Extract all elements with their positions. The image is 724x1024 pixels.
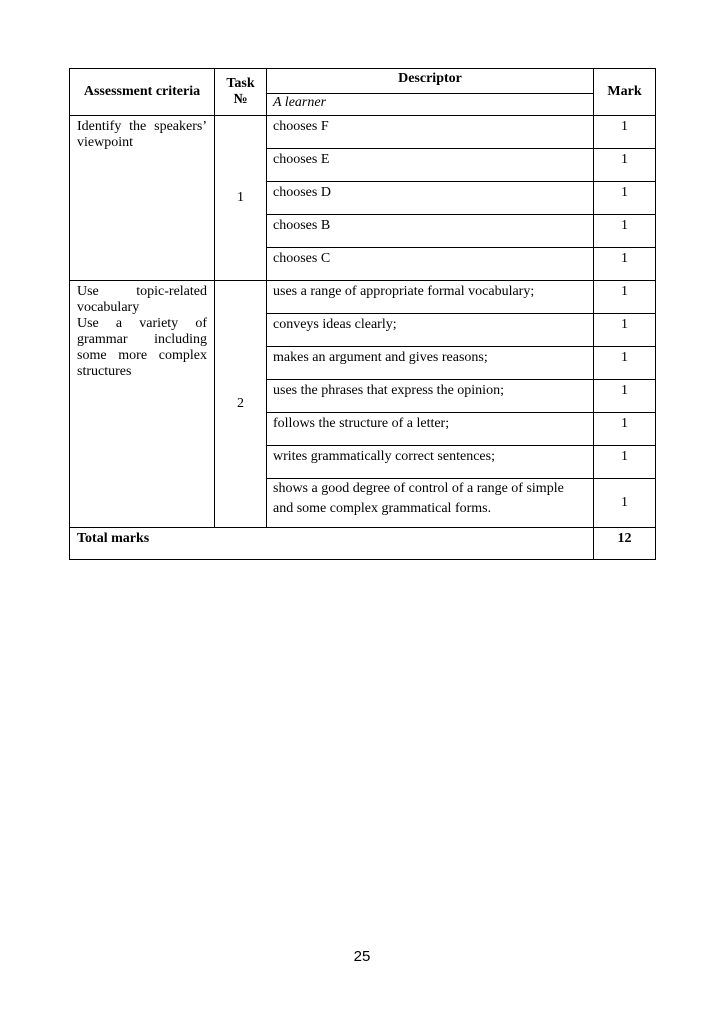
mark-cell: 1 — [594, 149, 656, 182]
task-number-cell-group-2: 2 — [215, 281, 267, 528]
total-marks-value: 12 — [594, 528, 656, 560]
criteria-cell-group-2 — [70, 281, 215, 528]
criteria-text: Use a variety of grammar including some more complex structures — [77, 316, 207, 379]
page-number: 25 — [353, 948, 371, 965]
table-row — [70, 116, 656, 149]
mark-cell: 1 — [594, 248, 656, 281]
descriptor-cell: uses a range of appropriate formal vocabulary; — [267, 281, 594, 314]
descriptor-cell: makes an argument and gives reasons; — [267, 347, 594, 380]
header-row — [70, 69, 656, 94]
descriptor-cell: chooses E — [267, 149, 594, 182]
task-number-cell-group-1: 1 — [215, 116, 267, 281]
descriptor-cell: follows the structure of a letter; — [267, 413, 594, 446]
header-task-label: Task — [226, 76, 255, 91]
descriptor-cell: chooses B — [267, 215, 594, 248]
mark-cell: 1 — [594, 380, 656, 413]
descriptor-cell: chooses D — [267, 182, 594, 215]
mark-cell: 1 — [594, 413, 656, 446]
descriptor-cell: shows a good degree of control of a range of simple and some complex grammatical forms. — [267, 479, 594, 528]
descriptor-cell: chooses F — [267, 116, 594, 149]
assessment-table — [69, 68, 656, 560]
mark-cell: 1 — [594, 182, 656, 215]
descriptor-cell: conveys ideas clearly; — [267, 314, 594, 347]
total-row — [70, 528, 656, 560]
criteria-cell-group-1 — [70, 116, 215, 281]
descriptor-cell: chooses C — [267, 248, 594, 281]
descriptor-cell: uses the phrases that express the opinion; — [267, 380, 594, 413]
mark-cell: 1 — [594, 215, 656, 248]
criteria-text: Use topic-related vocabulary — [77, 284, 207, 315]
mark-cell: 1 — [594, 446, 656, 479]
header-assessment-criteria: Assessment criteria — [70, 69, 215, 116]
criteria-text: Identify the speakers’ viewpoint — [77, 119, 207, 150]
total-marks-label: Total marks — [70, 528, 594, 560]
mark-cell: 1 — [594, 314, 656, 347]
header-descriptor: Descriptor — [267, 69, 594, 94]
mark-cell: 1 — [594, 281, 656, 314]
table-row — [70, 281, 656, 314]
header-mark: Mark — [594, 69, 656, 116]
mark-cell: 1 — [594, 479, 656, 528]
header-task — [215, 69, 267, 116]
mark-cell: 1 — [594, 347, 656, 380]
header-task-number-sign: № — [233, 92, 248, 107]
header-descriptor-subtitle: A learner — [267, 94, 594, 116]
descriptor-cell: writes grammatically correct sentences; — [267, 446, 594, 479]
mark-cell: 1 — [594, 116, 656, 149]
